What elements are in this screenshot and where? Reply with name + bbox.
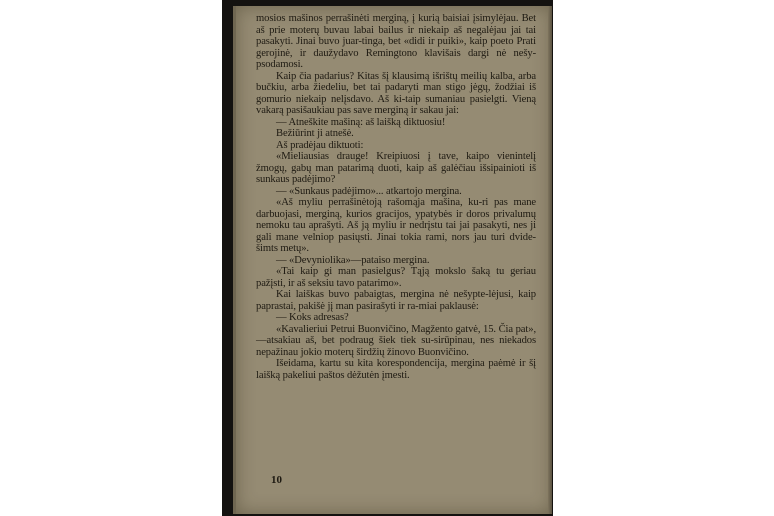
paragraph: Bežiūrint ji atnešė. bbox=[276, 128, 354, 139]
paragraph: — Koks adresas? bbox=[276, 312, 349, 323]
page-text bbox=[256, 13, 536, 381]
paragraph: — «Devyniolika»—pataiso mergina. bbox=[276, 254, 430, 266]
paragraph: «Tai kaip gi man pasielgus? Tąją mokslo šaką tu geriau pažįsti, ir aš seksiu tavo patarimo». bbox=[256, 266, 536, 289]
paragraph: — «Sunkaus padėjimo»... atkartojo mergina. bbox=[276, 185, 462, 197]
paragraph: «Aš myliu perrašinėtoją rašomąja mašina, ku-ri pas mane darbuojasi, merginą, kurios gracijos, ypatybės ir doros privalumų nemoku tau aprašyti. Aš ją myliu ir nedrįstu tai jai pasakyti, nes ji gali mane velniop pasiųsti. Jinai tokia rami, nors jau turi dvide-šimts metų». bbox=[256, 197, 536, 254]
page-edge bbox=[548, 6, 552, 514]
paragraph: «Mieliausias drauge! Kreipiuosi į tave, kaipo vienintelį žmogų, gabų man patarimą duoti, kaip aš galėčiau išsipainioti iš sunkaus padėjimo? bbox=[256, 151, 536, 185]
paragraph: — Atneškite mašiną: aš laišką diktuosiu! bbox=[276, 116, 446, 128]
paragraph: «Kavalieriui Petrui Buonvičino, Magžento gatvė, 15. Čia pat»,—atsakiau aš, bet podraug šiek tiek su-sirūpinau, nes niekados nepažinau jokio moterų širdžių žinovo Buonvičino. bbox=[256, 323, 536, 358]
paragraph: Kai laiškas buvo pabaigtas, mergina nė nešypte-lėjusi, kaip paprastai, pakišė jį man pasirašyti ir ra-miai paklausė: bbox=[256, 289, 536, 312]
paragraph: mosios mašinos perrašinėti merginą, į kurią baisiai įsimylėjau. Bet aš prie moterų buvau labai bailus ir niekaip aš negalėjau jai tai pasakyti. Jinai buvo juar-tinga, bet «didi ir puiki», kaip poeto Prati gerojinė, ir daužydavo Remingtono klavišais dargi nė nešy-psodamosi. bbox=[256, 13, 536, 70]
paragraph: Aš pradėjau diktuoti: bbox=[276, 139, 364, 151]
book-page bbox=[233, 6, 552, 514]
paragraph: Kaip čia padarius? Kitas šį klausimą išrištų meilių kalba, arba bučkiu, arba žiedeliu, bet tai padaryti man stigo jėgų, žodžiai iš gomurio niekaip nelįsdavo. Aš ki-taip sumaniau pasielgti. Vieną vakarą pasišaukiau pas save merginą ir sakau jai: bbox=[256, 70, 536, 116]
page-number: 10 bbox=[271, 474, 282, 486]
paragraph: Išeidama, kartu su kita korespondencija, mergina paėmė ir šį laišką pakeliui paštos dėžutėn įmesti. bbox=[256, 358, 536, 381]
